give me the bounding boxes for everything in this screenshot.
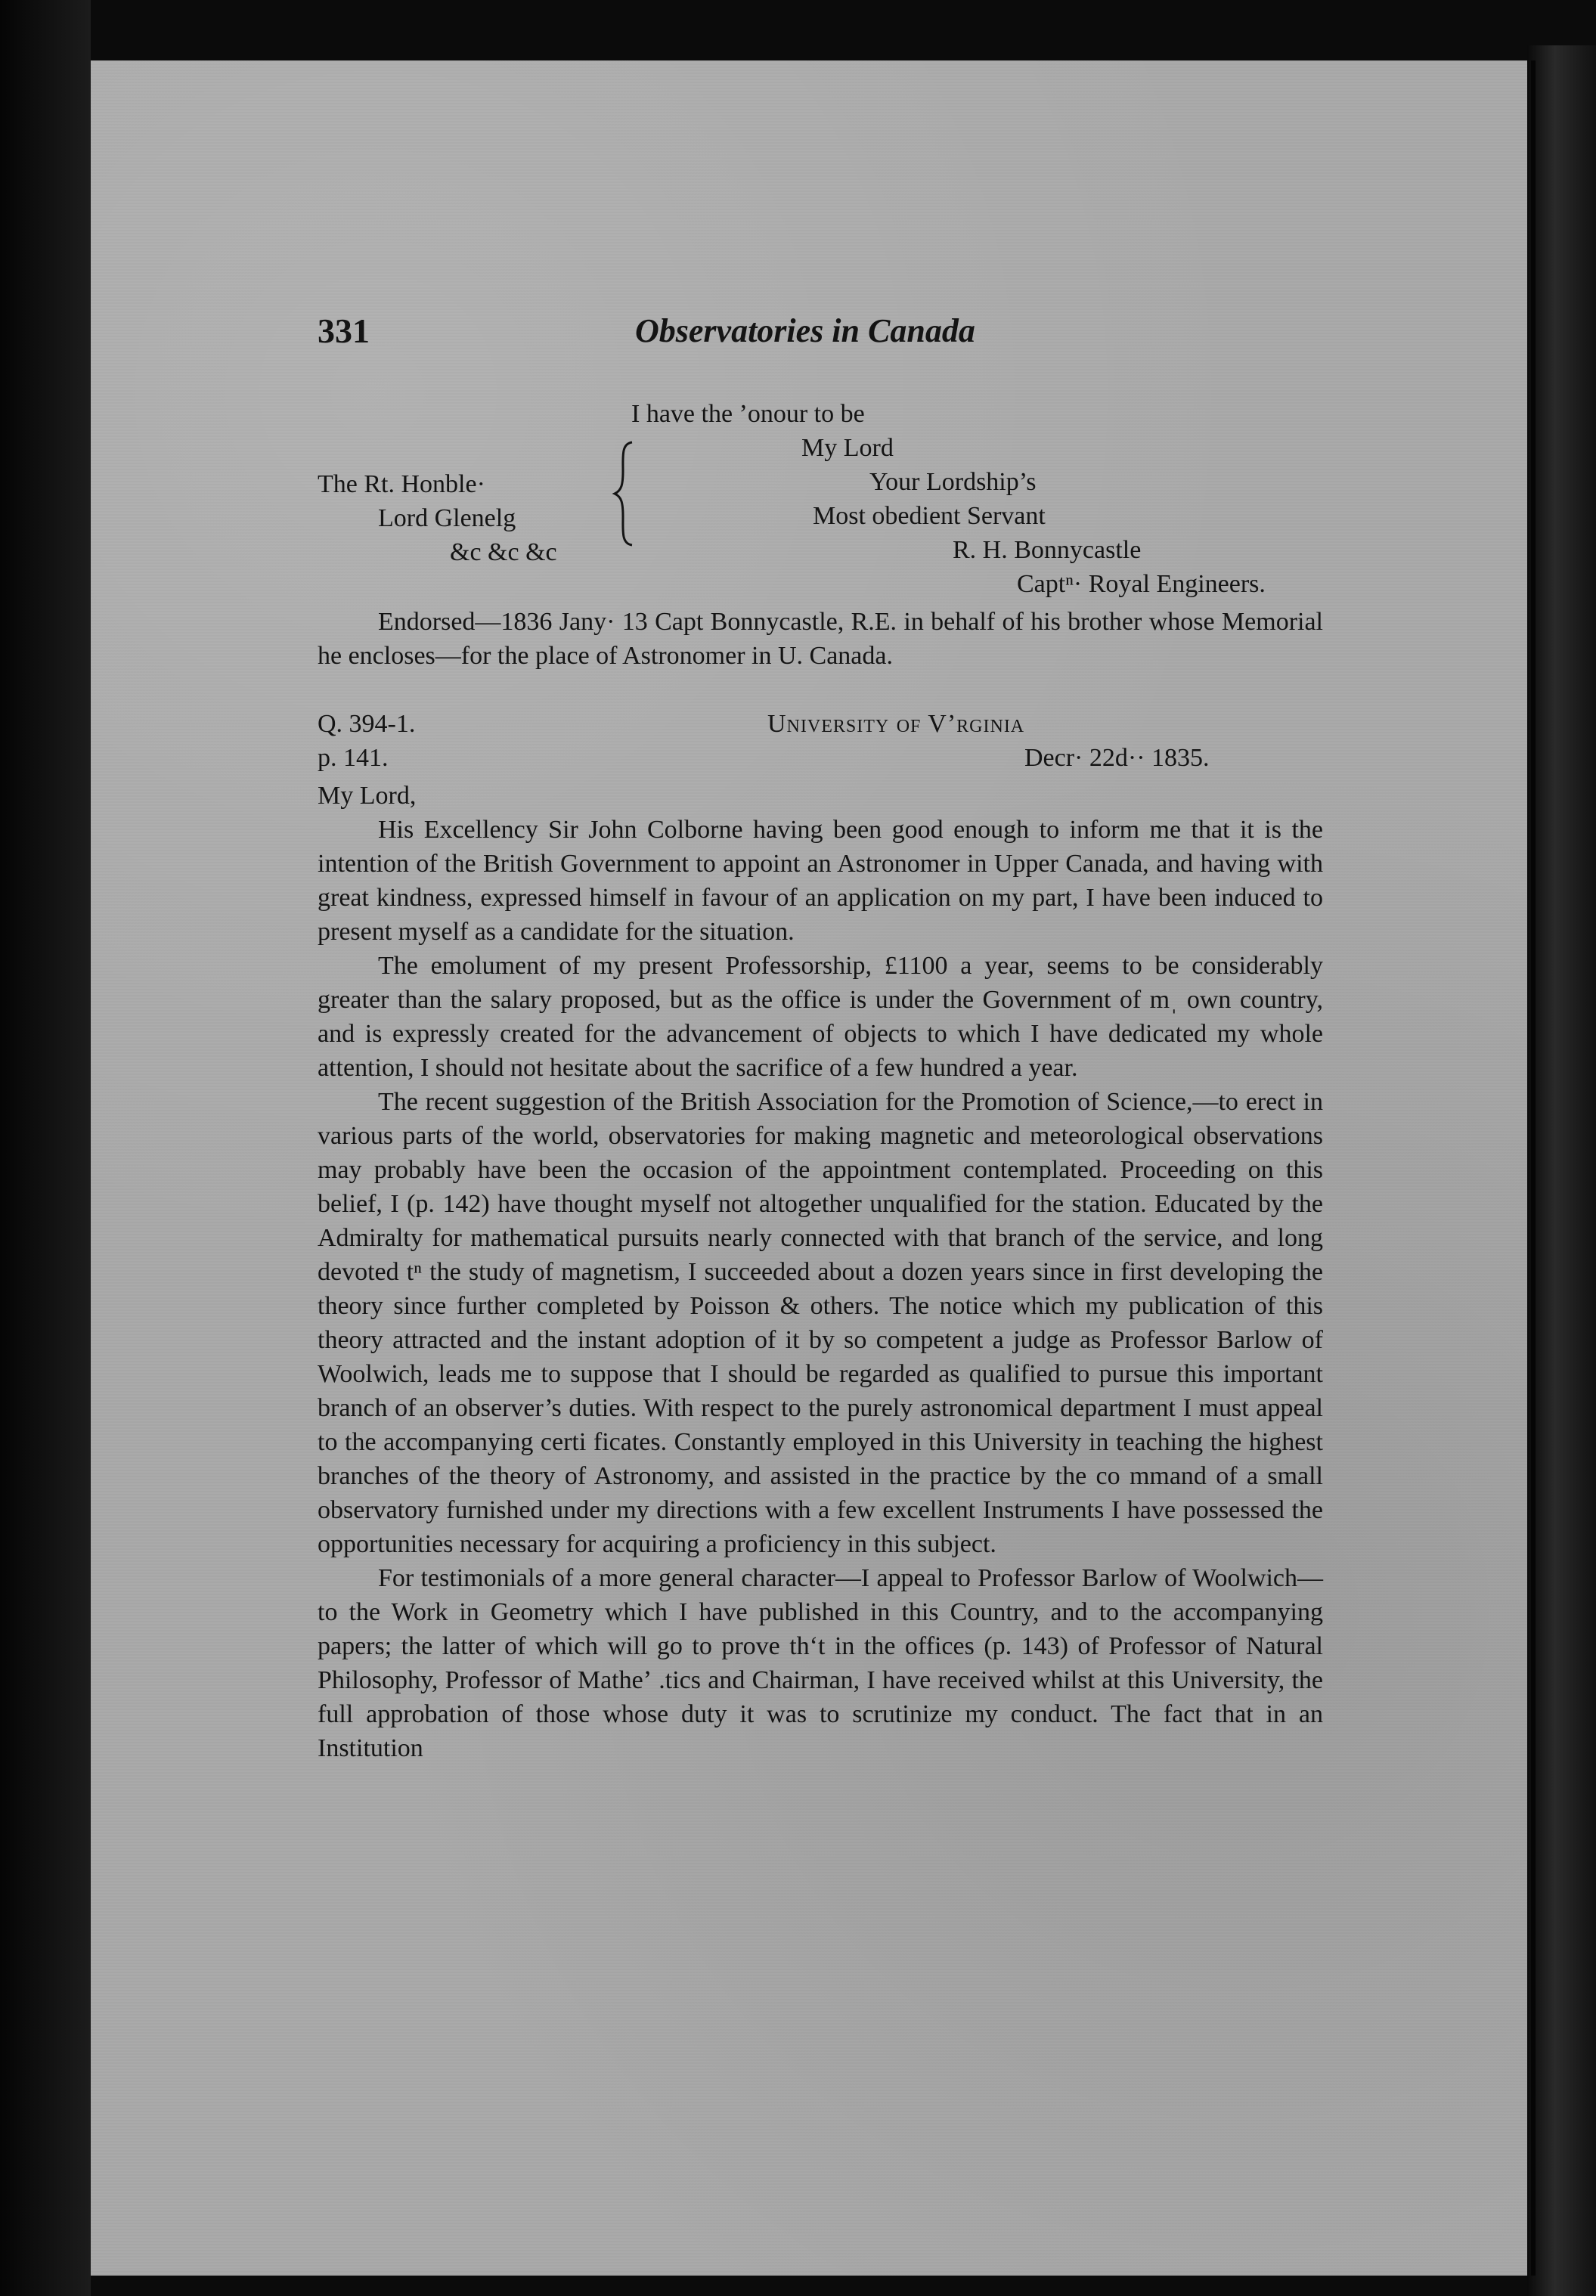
archive-reference: Q. 394-1.	[318, 710, 416, 738]
closing-honour: I have the ’onour to be	[631, 400, 865, 428]
paragraph: The recent suggestion of the British Association for the Promotion of Science,—to erect in various parts of the world, observatories for making magnetic and meteorological observations may probably have been the occasion of the appointment contemplated. Proceeding on this belief, I (p. 142) have thought myself not altogether unqualified for the station. Educated by the Admiralty for mathematical pursuits nearly connected with that branch of the service, and long devoted tⁿ the study of magnetism, I succeeded about a dozen years since in first developing the theory since further completed by Poisson & others. The notice which my publication of this theory attracted and the instant adoption of it by so competent a judge as Professor Barlow of Woolwich, leads me to suppose that I should be regarded as qualified to pursue this important branch of an observer’s duties. With respect to the purely astronomical department I must appeal to the accompanying certi ficates. Constantly employed in this University in teaching the highest branches of the theory of Astronomy, and assisted in the practice by the co mmand of a small observatory furnished under my directions with a few excellent Instruments I have possessed the opportunities necessary for acquiring a proficiency in this subject.	[318, 1088, 1323, 1558]
book-spine	[1531, 60, 1536, 2276]
paragraph: The emolument of my present Professorship, £1100 a year, seems to be considerably greater than the salary proposed, but as the office is under the Government of mˌ own country, and is expressly created for the advancement of objects to which I have dedicated my whole attention, I should not hesitate about the sacrifice of a few hundred a year.	[318, 952, 1323, 1082]
curly-brace-icon	[612, 441, 635, 547]
closing-your-lordships: Your Lordship’s	[869, 468, 1037, 496]
endorsement	[318, 605, 1323, 673]
scan-border-left	[0, 0, 91, 2296]
archive-page-reference: p. 141.	[318, 744, 389, 772]
letter-closing	[318, 397, 1323, 616]
closing-my-lord: My Lord	[801, 434, 894, 462]
running-head	[318, 311, 1323, 359]
addressee-line-2: Lord Glenelg	[378, 504, 516, 532]
letter-header	[318, 707, 1323, 779]
paragraph: For testimonials of a more general character—I appeal to Professor Barlow of Woolwich—to the Work in Geometry which I have published in this Country, and to the accompanying papers; the latter of which will go to prove thʻt in the offices (p. 143) of Professor of Natural Philosophy, Professor of Matheʼ .tics and Chairman, I have received whilst at this University, the full approbation of those whose duty it was to scrutinize my conduct. The fact that in an Institution	[318, 1564, 1323, 1762]
salutation: My Lord,	[318, 782, 417, 810]
addressee-line-3: &c &c &c	[450, 538, 557, 566]
letter-date: Decr· 22d·· 1835.	[1024, 744, 1210, 772]
closing-rank: Captⁿ· Royal Engineers.	[1017, 570, 1266, 598]
paragraph: His Excellency Sir John Colborne having been good enough to inform me that it is the intention of the British Government to appoint an Astronomer in Upper Canada, and having with great kindness, expressed himself in favour of an application on my part, I have been induced to present myself as a candidate for the situation.	[318, 816, 1323, 946]
running-title: Observatories in Canada	[635, 312, 975, 349]
letter-body	[318, 779, 1323, 1765]
addressee-line-1: The Rt. Honble·	[318, 470, 485, 498]
closing-most-obedient: Most obedient Servant	[813, 502, 1046, 530]
page-number: 331	[318, 311, 370, 350]
scan-border-right	[1527, 45, 1596, 2296]
letter-place: University of V’rginia	[767, 710, 1025, 738]
closing-signature: R. H. Bonnycastle	[953, 536, 1142, 564]
endorsement-text: Endorsed—1836 Jany· 13 Capt Bonnycastle, R.E. in behalf of his brother whose Memorial he encloses—for the place of Astronomer in U. Canada.	[318, 608, 1323, 670]
